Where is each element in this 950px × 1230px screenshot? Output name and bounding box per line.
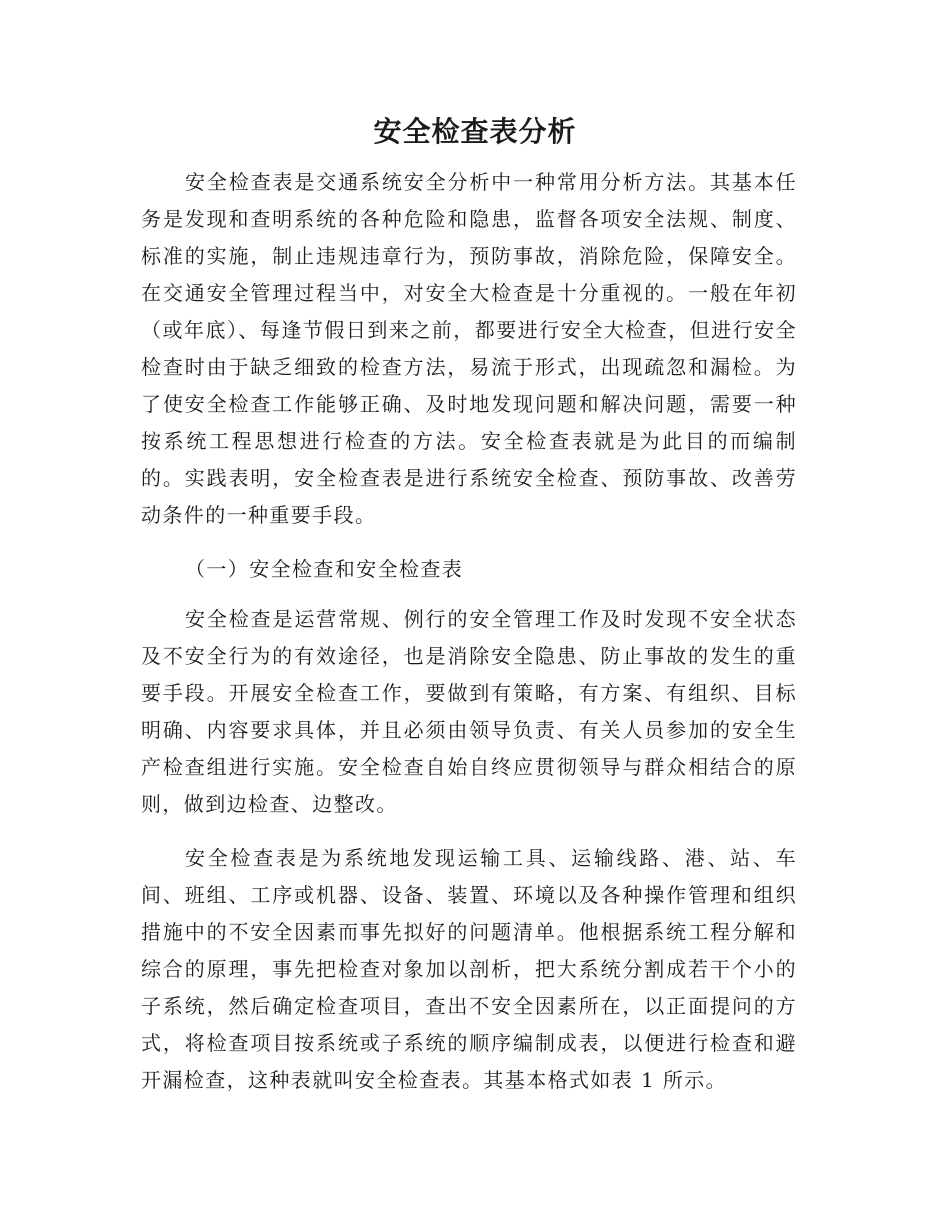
section-heading: （一）安全检查和安全检查表	[185, 557, 464, 581]
paragraph-checklist-definition: 安全检查表是为系统地发现运输工具、运输线路、港、站、车间、班组、工序或机器、设备、装置、环境以及各种操作管理和组织措施中的不安全因素而事先拟好的问题清单。他根据系统工程分解和综合的原理，事先把检查对象加以剖析，把大系统分割成若干个小的子系统，然后确定检查项目，查出不安全因素所在，以正面提问的方式，将检查项目按系统或子系统的顺序编制成表，以便进行检查和避开漏检查，这种表就叫安全检查表。其基本格式如表 1 所示。	[141, 846, 797, 1092]
paragraph-safety-inspection: 安全检查是运营常规、例行的安全管理工作及时发现不安全状态及不安全行为的有效途径，也是消除安全隐患、防止事故的发生的重要手段。开展安全检查工作，要做到有策略，有方案、有组织、目标明确、内容要求具体，并且必须由领导负责、有关人员参加的安全生产检查组进行实施。安全检查自始自终应贯彻领导与群众相结合的原则，做到边检查、边整改。	[141, 607, 797, 816]
paragraph-intro: 安全检查表是交通系统安全分析中一种常用分析方法。其基本任务是发现和查明系统的各种危险和隐患，监督各项安全法规、制度、标准的实施，制止违规违章行为，预防事故，消除危险，保障安全。在交通安全管理过程当中，对安全大检查是十分重视的。一般在年初（或年底）、每逢节假日到来之前，都要进行安全大检查，但进行安全检查时由于缺乏细致的检查方法，易流于形式，出现疏忽和漏检。为了使安全检查工作能够正确、及时地发现问题和解决问题，需要一种按系统工程思想进行检查的方法。安全检查表就是为此目的而编制的。实践表明，安全检查表是进行系统安全检查、预防事故、改善劳动条件的一种重要手段。	[141, 170, 797, 527]
document-title: 安全检查表分析	[373, 115, 577, 148]
